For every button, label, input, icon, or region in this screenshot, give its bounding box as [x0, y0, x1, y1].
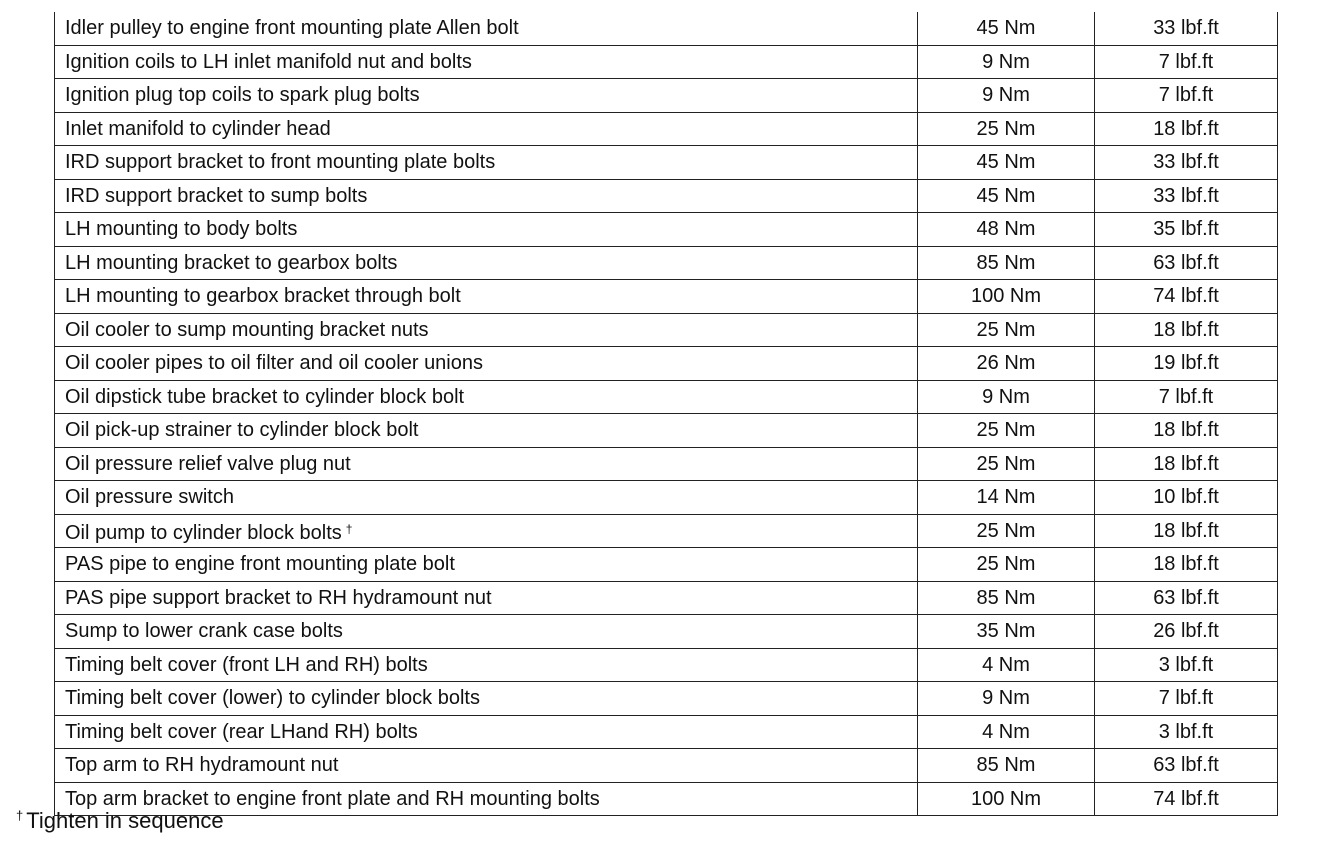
- component-description: LH mounting to gearbox bracket through bolt: [65, 285, 461, 308]
- component-description: Timing belt cover (rear LHand RH) bolts: [65, 720, 418, 743]
- torque-metric-cell: 9 Nm: [918, 682, 1095, 716]
- component-description: Oil pump to cylinder block bolts: [65, 521, 342, 544]
- torque-imperial-cell: 7 lbf.ft: [1095, 45, 1278, 79]
- torque-imperial-cell: 63 lbf.ft: [1095, 246, 1278, 280]
- component-description-cell: [55, 447, 918, 481]
- component-description-cell: [55, 615, 918, 649]
- component-description-cell: [55, 514, 918, 548]
- torque-metric-cell: 25 Nm: [918, 514, 1095, 548]
- table-row: [55, 548, 1278, 582]
- component-description: Sump to lower crank case bolts: [65, 620, 343, 643]
- torque-metric-cell: 45 Nm: [918, 179, 1095, 213]
- torque-imperial-cell: 18 lbf.ft: [1095, 514, 1278, 548]
- component-description-cell: [55, 12, 918, 45]
- table-row: [55, 749, 1278, 783]
- torque-metric-cell: 25 Nm: [918, 414, 1095, 448]
- torque-table-body: [55, 12, 1278, 816]
- torque-metric-cell: 9 Nm: [918, 45, 1095, 79]
- component-description-cell: [55, 648, 918, 682]
- torque-metric-cell: 45 Nm: [918, 12, 1095, 45]
- torque-imperial-cell: 18 lbf.ft: [1095, 548, 1278, 582]
- component-description-cell: [55, 548, 918, 582]
- footnote-marker: †: [16, 808, 24, 823]
- table-row: [55, 213, 1278, 247]
- table-row: [55, 447, 1278, 481]
- table-row: [55, 112, 1278, 146]
- torque-specification-table: [54, 12, 1278, 816]
- table-row: [55, 715, 1278, 749]
- torque-imperial-cell: 3 lbf.ft: [1095, 648, 1278, 682]
- table-row: [55, 45, 1278, 79]
- component-description-cell: [55, 414, 918, 448]
- component-description: IRD support bracket to sump bolts: [65, 184, 368, 207]
- torque-imperial-cell: 63 lbf.ft: [1095, 581, 1278, 615]
- torque-metric-cell: 45 Nm: [918, 146, 1095, 180]
- torque-imperial-cell: 33 lbf.ft: [1095, 146, 1278, 180]
- torque-imperial-cell: 74 lbf.ft: [1095, 280, 1278, 314]
- component-description-cell: [55, 715, 918, 749]
- torque-metric-cell: 85 Nm: [918, 749, 1095, 783]
- footnote-marker: †: [345, 521, 353, 536]
- component-description: Timing belt cover (lower) to cylinder block bolts: [65, 687, 480, 710]
- table-row: [55, 347, 1278, 381]
- torque-metric-cell: 4 Nm: [918, 715, 1095, 749]
- table-row: [55, 12, 1278, 45]
- torque-imperial-cell: 74 lbf.ft: [1095, 782, 1278, 816]
- torque-imperial-cell: 18 lbf.ft: [1095, 414, 1278, 448]
- component-description: Oil pressure switch: [65, 486, 234, 509]
- component-description-cell: [55, 213, 918, 247]
- component-description: Top arm bracket to engine front plate and RH mounting bolts: [65, 787, 600, 810]
- component-description-cell: [55, 682, 918, 716]
- component-description: Inlet manifold to cylinder head: [65, 117, 331, 140]
- table-row: [55, 648, 1278, 682]
- component-description: PAS pipe to engine front mounting plate bolt: [65, 553, 455, 576]
- torque-imperial-cell: 19 lbf.ft: [1095, 347, 1278, 381]
- component-description-cell: [55, 179, 918, 213]
- table-row: [55, 414, 1278, 448]
- component-description: LH mounting bracket to gearbox bolts: [65, 251, 398, 274]
- component-description: Timing belt cover (front LH and RH) bolts: [65, 653, 428, 676]
- torque-metric-cell: 4 Nm: [918, 648, 1095, 682]
- table-row: [55, 280, 1278, 314]
- torque-metric-cell: 25 Nm: [918, 112, 1095, 146]
- torque-imperial-cell: 7 lbf.ft: [1095, 682, 1278, 716]
- component-description: LH mounting to body bolts: [65, 218, 298, 241]
- component-description: Oil dipstick tube bracket to cylinder block bolt: [65, 385, 465, 408]
- torque-imperial-cell: 63 lbf.ft: [1095, 749, 1278, 783]
- table-row: [55, 79, 1278, 113]
- table-row: [55, 313, 1278, 347]
- component-description-cell: [55, 45, 918, 79]
- torque-imperial-cell: 35 lbf.ft: [1095, 213, 1278, 247]
- torque-metric-cell: 14 Nm: [918, 481, 1095, 515]
- table-row: [55, 380, 1278, 414]
- torque-imperial-cell: 33 lbf.ft: [1095, 12, 1278, 45]
- table-row: [55, 615, 1278, 649]
- torque-imperial-cell: 26 lbf.ft: [1095, 615, 1278, 649]
- table-row: [55, 146, 1278, 180]
- torque-metric-cell: 25 Nm: [918, 447, 1095, 481]
- footnote-text: Tighten in sequence: [26, 808, 224, 833]
- torque-metric-cell: 25 Nm: [918, 548, 1095, 582]
- component-description-cell: [55, 79, 918, 113]
- torque-imperial-cell: 18 lbf.ft: [1095, 447, 1278, 481]
- component-description-cell: [55, 280, 918, 314]
- table-row: [55, 481, 1278, 515]
- torque-metric-cell: 26 Nm: [918, 347, 1095, 381]
- torque-metric-cell: 100 Nm: [918, 782, 1095, 816]
- torque-imperial-cell: 18 lbf.ft: [1095, 112, 1278, 146]
- torque-metric-cell: 35 Nm: [918, 615, 1095, 649]
- table-row: [55, 581, 1278, 615]
- table-row: [55, 682, 1278, 716]
- component-description-cell: [55, 581, 918, 615]
- component-description: Oil pressure relief valve plug nut: [65, 452, 351, 475]
- table-row: [55, 246, 1278, 280]
- component-description: PAS pipe support bracket to RH hydramount nut: [65, 586, 492, 609]
- footnote: [16, 803, 224, 834]
- component-description: Ignition plug top coils to spark plug bolts: [65, 84, 420, 107]
- torque-imperial-cell: 7 lbf.ft: [1095, 380, 1278, 414]
- component-description: Oil cooler to sump mounting bracket nuts: [65, 318, 429, 341]
- torque-imperial-cell: 33 lbf.ft: [1095, 179, 1278, 213]
- component-description-cell: [55, 481, 918, 515]
- torque-metric-cell: 85 Nm: [918, 246, 1095, 280]
- torque-metric-cell: 48 Nm: [918, 213, 1095, 247]
- table-row: [55, 179, 1278, 213]
- torque-metric-cell: 100 Nm: [918, 280, 1095, 314]
- torque-metric-cell: 25 Nm: [918, 313, 1095, 347]
- table-row: [55, 782, 1278, 816]
- component-description-cell: [55, 749, 918, 783]
- component-description: Ignition coils to LH inlet manifold nut and bolts: [65, 50, 472, 73]
- torque-metric-cell: 85 Nm: [918, 581, 1095, 615]
- torque-imperial-cell: 7 lbf.ft: [1095, 79, 1278, 113]
- table-row: [55, 514, 1278, 548]
- component-description-cell: [55, 112, 918, 146]
- torque-imperial-cell: 10 lbf.ft: [1095, 481, 1278, 515]
- component-description: Oil cooler pipes to oil filter and oil cooler unions: [65, 352, 483, 375]
- component-description-cell: [55, 246, 918, 280]
- component-description-cell: [55, 347, 918, 381]
- component-description: IRD support bracket to front mounting plate bolts: [65, 151, 496, 174]
- component-description: Idler pulley to engine front mounting plate Allen bolt: [65, 17, 519, 40]
- component-description-cell: [55, 380, 918, 414]
- torque-imperial-cell: 3 lbf.ft: [1095, 715, 1278, 749]
- component-description: Oil pick-up strainer to cylinder block bolt: [65, 419, 419, 442]
- torque-metric-cell: 9 Nm: [918, 380, 1095, 414]
- component-description-cell: [55, 313, 918, 347]
- component-description-cell: [55, 146, 918, 180]
- component-description: Top arm to RH hydramount nut: [65, 754, 339, 777]
- torque-imperial-cell: 18 lbf.ft: [1095, 313, 1278, 347]
- torque-metric-cell: 9 Nm: [918, 79, 1095, 113]
